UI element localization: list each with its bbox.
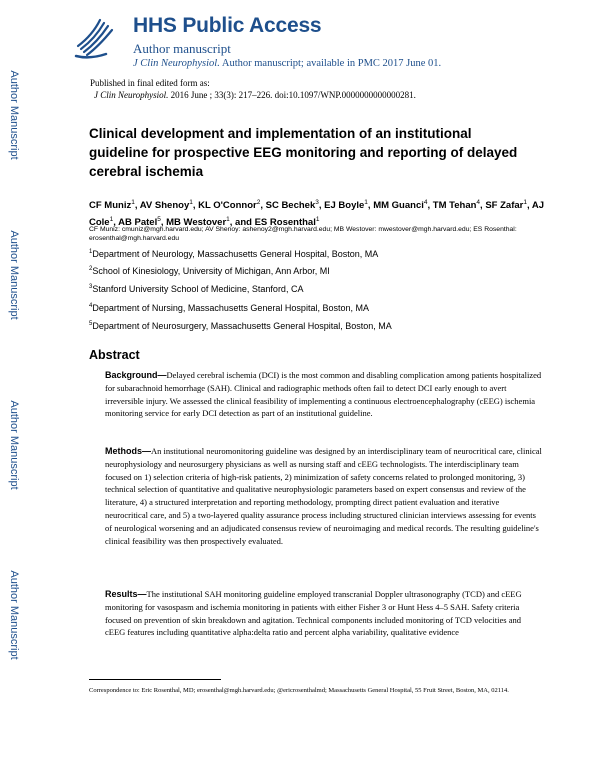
abstract-methods: Methods—An institutional neuromonitoring guideline was designed by an interdisciplinary team of neurocritical care, clinical neurophysiology and neurosurgery physicians as well as nursing staff and cEEG technologists. The interdisciplinary team focused on 1) selection criteria of high-risk patients, 2) minimization of safety concerns related to prolonged monitoring, 3) technical selection of quantitative and qualitative neurophysiologic parameters based on expert consensus and review of the literature, 4) a structured interpretation and reporting methodology, prompting direct patient evaluation and iterative neurocritical care, and 5) a two-layered quality assurance process including structured clinician interviews assessing for events of neurological worsening and an adjudicated consensus review of neuroimaging and medical records. The resulting guideline's clinical feasibility was then prospectively evaluated.	[105, 446, 542, 546]
hhs-title: HHS Public Access	[133, 14, 322, 37]
abstract-results: Results—The institutional SAH monitoring guideline employed transcranial Doppler ultrasonography (TCD) and cEEG monitoring for vasospasm and ischemia monitoring in patients with either Fisher 3 or Hunt Hess 4–5 SAH. Safety criteria focused on prevention of skin breakdown and agitation. Technical components included monitoring of TCD velocities and cEEG features including quantitative alpha:delta ratio and percent alpha variability, qualitative evidence	[105, 589, 522, 638]
author: MB Westover	[166, 217, 227, 229]
side-label-author-manuscript: Author Manuscript	[8, 570, 20, 660]
side-label-author-manuscript: Author Manuscript	[8, 70, 20, 160]
correspondence-footnote: Correspondence to: Eric Rosenthal, MD; erosenthal@mgh.harvard.edu; @ericrosenthalmd; Massachusetts General Hospital, 55 Fruit Street, Boston, MA, 02114.	[89, 687, 509, 694]
author: ES Rosenthal	[254, 217, 316, 229]
author-list: CF Muniz$^1$, AV Shenoy$^1$, KL O'Connor$^2$, SC Bechek$^3$, EJ Boyle$^1$, MM Guanci$^4$, TM Tehan$^4$, SF Zafar$^1$, AJ Cole$^1$, AB Patel$^5$, MB Westover$^1$, and ES Rosenthal$^1$	[89, 199, 545, 229]
author: SC Bechek	[265, 200, 316, 212]
author: EJ Boyle	[324, 200, 365, 212]
affiliation: $^5$Department of Neurosurgery, Massachusetts General Hospital, Boston, MA	[89, 321, 392, 331]
author: SF Zafar	[485, 200, 524, 212]
affiliation: $^3$Stanford University School of Medicine, Stanford, CA	[89, 284, 304, 294]
header-citation: J Clin Neurophysiol. Author manuscript; available in PMC 2017 June 01.	[133, 58, 442, 69]
author: CF Muniz	[89, 200, 132, 212]
publication-citation: J Clin Neurophysiol. 2016 June ; 33(3): 217–226. doi:10.1097/WNP.0000000000000281.	[94, 90, 416, 100]
author: AJ Cole	[89, 200, 545, 229]
manuscript-type: Author manuscript	[133, 41, 231, 56]
author: AV Shenoy	[139, 200, 190, 212]
abstract-heading: Abstract	[89, 348, 140, 362]
side-label-author-manuscript: Author Manuscript	[8, 400, 20, 490]
published-label: Published in final edited form as:	[90, 78, 210, 88]
author: KL O'Connor	[198, 200, 257, 212]
author-emails: CF Muniz: cmuniz@mgh.harvard.edu; AV Shenoy: ashenoy2@mgh.harvard.edu; MB Westover: mwestover@mgh.harvard.edu; ES Rosenthal: erosenthal@mgh.harvard.edu	[89, 226, 517, 242]
article-title: Clinical development and implementation of an institutional guideline for prospective EEG monitoring and reporting of delayed cerebral ischemia	[89, 126, 518, 179]
author: TM Tehan	[432, 200, 477, 212]
author: AB Patel	[118, 217, 158, 229]
affiliation: $^4$Department of Nursing, Massachusetts General Hospital, Boston, MA	[89, 303, 369, 313]
affiliation: $^2$School of Kinesiology, University of Michigan, Ann Arbor, MI	[89, 266, 330, 276]
author: MM Guanci	[373, 200, 424, 212]
side-label-author-manuscript: Author Manuscript	[8, 230, 20, 320]
hhs-eagle-logo	[70, 14, 120, 60]
affiliation: $^1$Department of Neurology, Massachusetts General Hospital, Boston, MA	[89, 249, 379, 259]
footnote-divider	[89, 679, 221, 680]
abstract-background: Background—Delayed cerebral ischemia (DCI) is the most common and disabling complication among patients hospitalized for subarachnoid hemorrhage (SAH). Clinical and radiographic methods often fail to detect DCI early enough to avert irreversible injury. We assessed the clinical feasibility of implementing a continuous electroencephalography (cEEG) ischemia monitoring service for early DCI detection as part of an institutional guideline.	[105, 370, 542, 419]
